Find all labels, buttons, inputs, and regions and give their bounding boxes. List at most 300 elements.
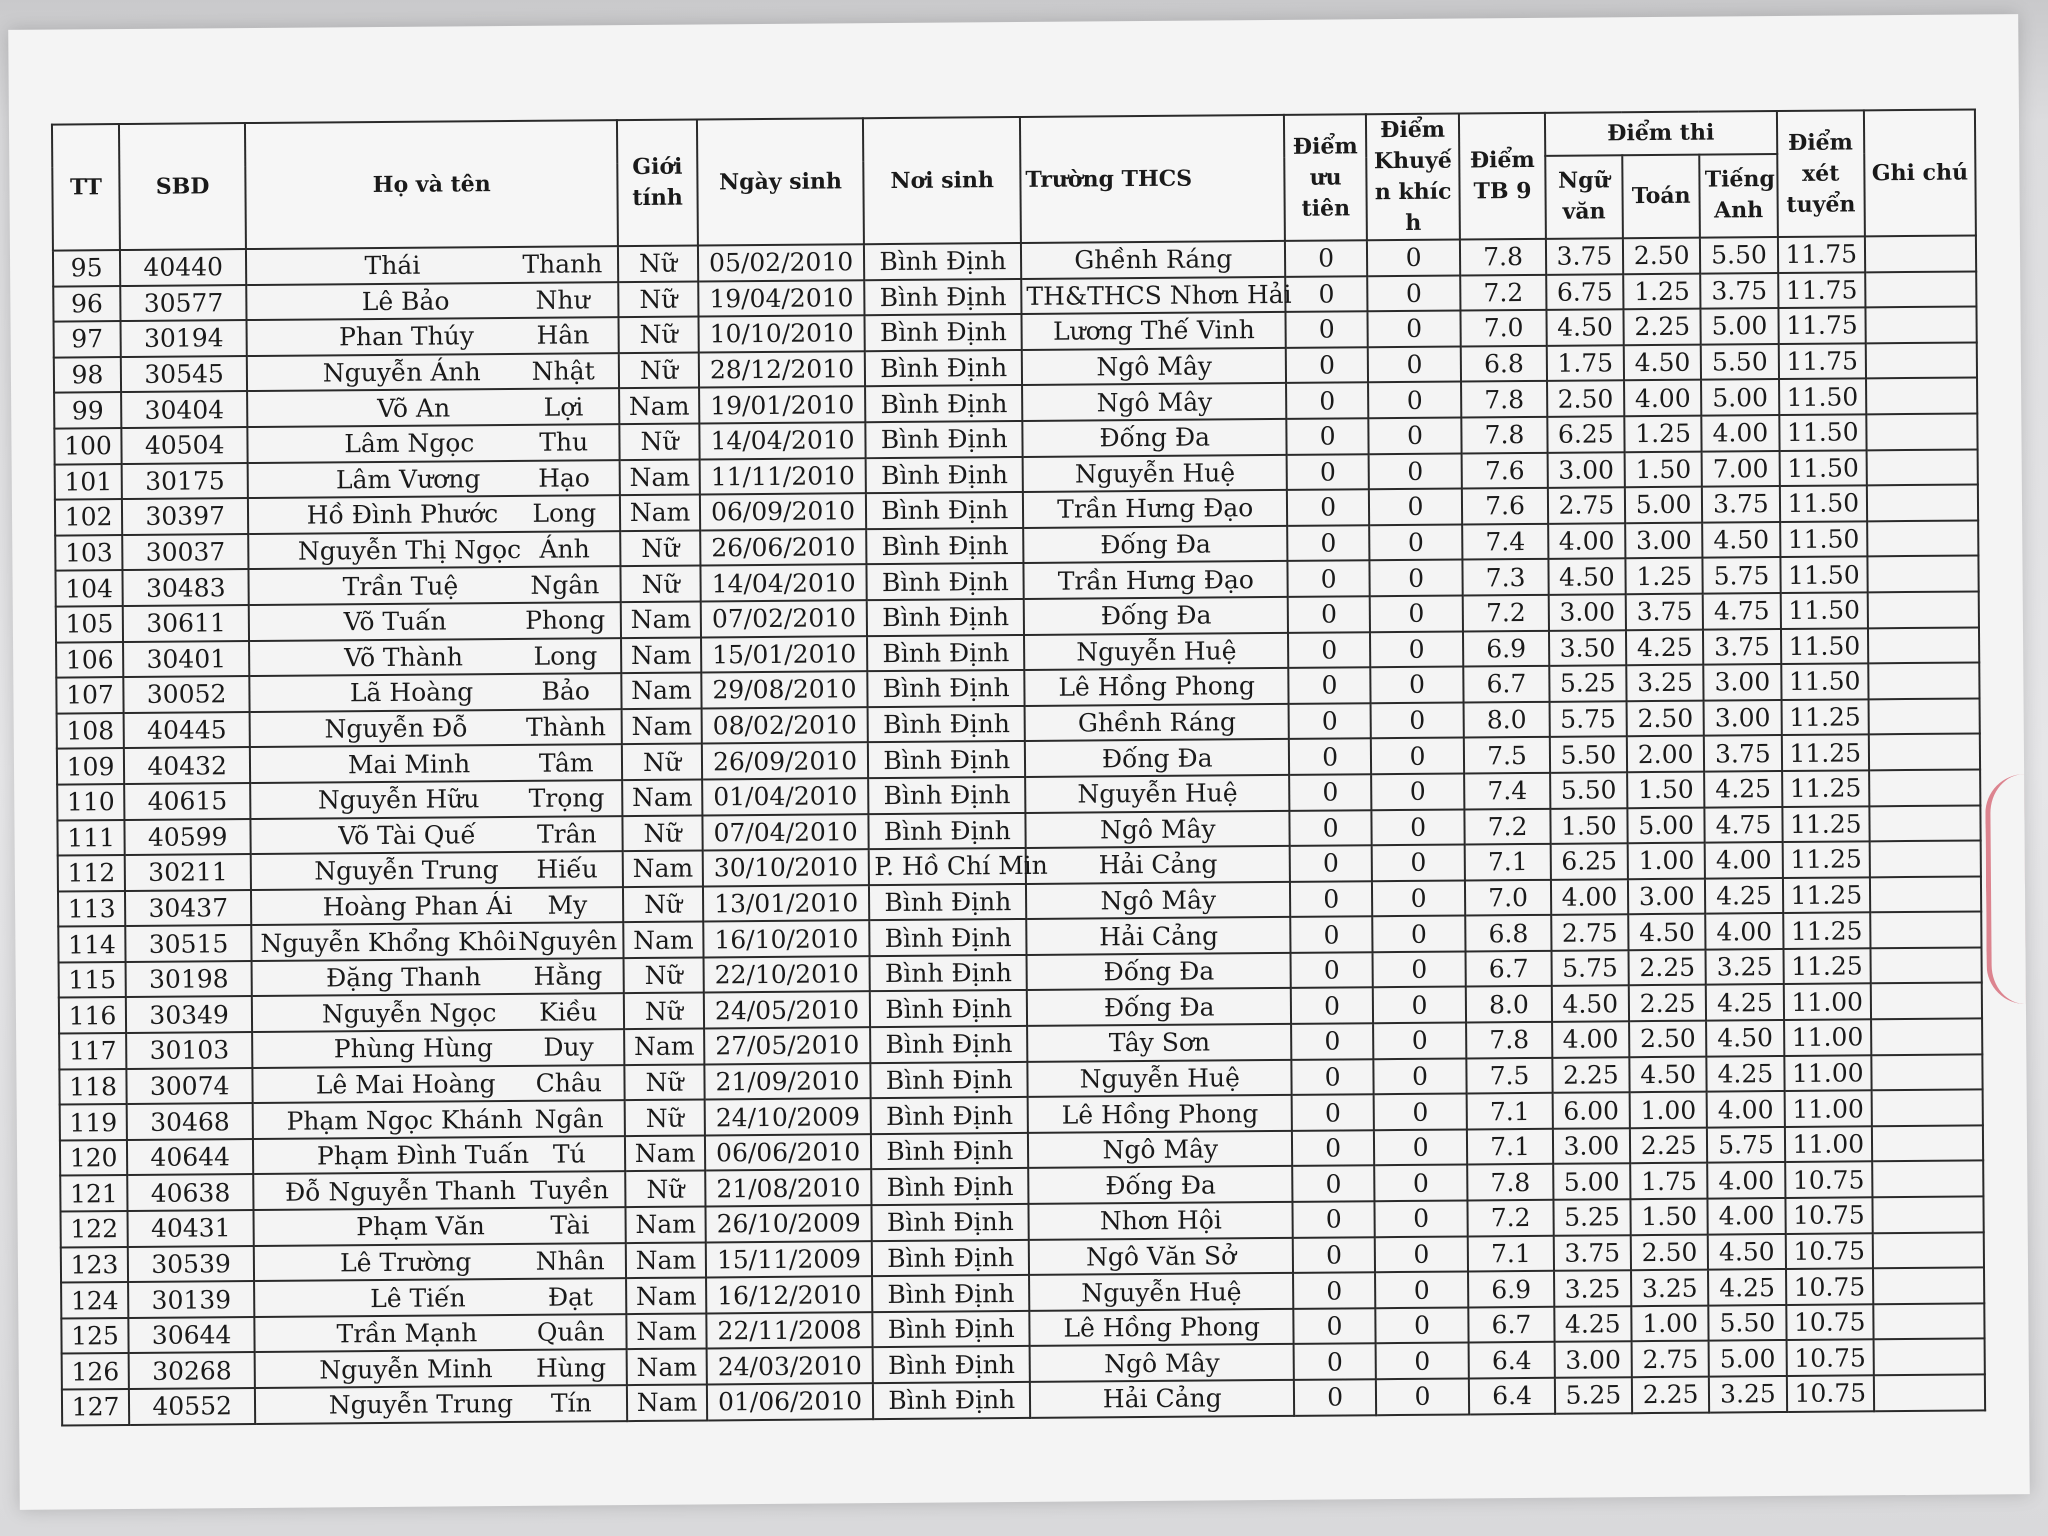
cell-tt: 125 [61, 1318, 128, 1354]
cell-bonus: 0 [1368, 417, 1462, 453]
cell-sbd: 30611 [123, 605, 249, 642]
cell-math: 4.50 [1629, 1056, 1707, 1092]
cell-english: 3.75 [1702, 486, 1780, 522]
cell-literature: 1.75 [1546, 345, 1624, 381]
cell-birthplace: Bình Định [865, 279, 1022, 316]
cell-dob: 07/02/2010 [700, 600, 867, 637]
cell-literature: 4.50 [1546, 309, 1624, 345]
cell-name [247, 317, 619, 356]
cell-math: 4.25 [1626, 629, 1704, 665]
cell-school: Ngô Mây [1025, 810, 1290, 848]
cell-name [252, 994, 624, 1033]
cell-admission: 10.75 [1786, 1340, 1874, 1376]
cell-school: Đống Đa [1024, 597, 1289, 635]
cell-priority: 0 [1288, 525, 1370, 561]
cell-literature: 4.00 [1551, 879, 1629, 915]
cell-priority: 0 [1291, 917, 1373, 953]
cell-priority: 0 [1288, 596, 1370, 632]
cell-english: 4.25 [1705, 878, 1783, 914]
cell-name-last: Nhân [535, 1246, 605, 1276]
cell-tt: 126 [62, 1353, 129, 1389]
cell-math: 3.00 [1625, 522, 1703, 558]
cell-admission: 11.00 [1784, 1019, 1872, 1055]
cell-name [250, 709, 622, 748]
cell-tt: 101 [55, 464, 122, 500]
cell-name-first: Đặng Thanh [325, 962, 482, 993]
cell-school: Đống Đa [1022, 419, 1287, 457]
cell-tt: 97 [54, 321, 121, 357]
cell-english: 5.75 [1703, 557, 1781, 593]
cell-dob: 24/10/2009 [704, 1098, 871, 1135]
cell-dob: 19/04/2010 [698, 280, 865, 317]
cell-name-last: Trọng [528, 783, 605, 814]
cell-birthplace: Bình Định [869, 812, 1026, 849]
cell-avg9: 7.6 [1462, 452, 1548, 488]
cell-english: 4.25 [1706, 984, 1784, 1020]
cell-name-last: Ngân [534, 1103, 604, 1134]
cell-tt: 100 [54, 428, 121, 464]
cell-english: 4.00 [1707, 1162, 1785, 1198]
cell-bonus: 0 [1369, 560, 1463, 596]
cell-avg9: 7.8 [1460, 239, 1546, 275]
cell-birthplace: Bình Định [872, 1168, 1029, 1205]
cell-gender: Nữ [623, 815, 703, 851]
cell-school: Hải Cảng [1026, 846, 1291, 884]
header-avg9: Điểm TB 9 [1459, 113, 1545, 240]
cell-bonus: 0 [1367, 240, 1461, 276]
cell-dob: 26/10/2009 [705, 1205, 872, 1242]
red-stamp-fragment [1985, 774, 2026, 1004]
cell-avg9: 7.2 [1468, 1200, 1554, 1236]
cell-math: 3.75 [1626, 594, 1704, 630]
cell-name-last: Nguyên [518, 925, 618, 956]
cell-gender: Nam [624, 1029, 704, 1065]
cell-note [1868, 663, 1979, 699]
cell-tt: 120 [60, 1140, 127, 1176]
cell-dob: 13/01/2010 [703, 885, 870, 922]
cell-english: 3.25 [1709, 1376, 1787, 1412]
cell-dob: 21/08/2010 [705, 1170, 872, 1207]
cell-admission: 11.25 [1782, 770, 1870, 806]
cell-note [1871, 983, 1982, 1019]
cell-name [249, 638, 621, 677]
cell-name-last: Tâm [538, 747, 594, 778]
cell-bonus: 0 [1367, 311, 1461, 347]
cell-bonus: 0 [1374, 1129, 1468, 1165]
cell-note [1867, 449, 1978, 485]
cell-birthplace: Bình Định [873, 1311, 1030, 1348]
cell-admission: 11.75 [1778, 308, 1866, 344]
cell-avg9: 7.8 [1462, 417, 1548, 453]
cell-admission: 11.50 [1780, 521, 1868, 557]
cell-math: 1.25 [1624, 416, 1702, 452]
cell-sbd: 30545 [121, 356, 247, 393]
cell-sbd: 40432 [124, 747, 250, 784]
cell-sbd: 40440 [120, 249, 246, 286]
cell-birthplace: Bình Định [870, 955, 1027, 992]
cell-name-last: Quân [536, 1317, 605, 1347]
cell-avg9: 6.9 [1463, 630, 1549, 666]
header-priority: Điểm ưu tiên [1284, 114, 1366, 241]
cell-note [1868, 627, 1979, 663]
cell-gender: Nữ [618, 246, 698, 282]
cell-note [1866, 378, 1977, 414]
cell-priority: 0 [1292, 1023, 1374, 1059]
cell-name [250, 673, 622, 712]
cell-note [1873, 1232, 1984, 1268]
cell-gender: Nữ [624, 993, 704, 1029]
cell-priority: 0 [1289, 667, 1371, 703]
cell-bonus: 0 [1368, 382, 1462, 418]
cell-birthplace: Bình Định [869, 777, 1026, 814]
cell-sbd: 40599 [125, 819, 251, 856]
cell-name [246, 246, 618, 285]
cell-tt: 107 [56, 677, 123, 713]
cell-tt: 115 [59, 962, 126, 998]
cell-math: 2.25 [1623, 309, 1701, 345]
cell-english: 4.00 [1706, 913, 1784, 949]
cell-bonus: 0 [1373, 1058, 1467, 1094]
cell-literature: 4.00 [1548, 523, 1626, 559]
cell-name-first: Lê Tiến [370, 1282, 466, 1313]
cell-sbd: 30483 [123, 569, 249, 606]
cell-avg9: 7.1 [1467, 1129, 1553, 1165]
cell-note [1867, 556, 1978, 592]
cell-note [1871, 947, 1982, 983]
header-birthplace: Nơi sinh [863, 117, 1021, 244]
cell-name [253, 1065, 625, 1104]
cell-admission: 11.25 [1783, 913, 1871, 949]
cell-avg9: 7.3 [1463, 559, 1549, 595]
cell-name-last: Long [533, 641, 598, 671]
cell-sbd: 30539 [128, 1246, 254, 1283]
cell-name [255, 1350, 627, 1389]
cell-priority: 0 [1293, 1272, 1375, 1308]
cell-dob: 07/04/2010 [702, 814, 869, 851]
cell-birthplace: Bình Định [868, 741, 1025, 778]
cell-name-last: Bảo [541, 676, 590, 707]
cell-gender: Nữ [621, 566, 701, 602]
cell-literature: 3.25 [1554, 1270, 1632, 1306]
cell-bonus: 0 [1375, 1307, 1469, 1343]
cell-birthplace: Bình Định [873, 1346, 1030, 1383]
cell-gender: Nam [623, 851, 703, 887]
cell-name-last: Thu [539, 427, 589, 458]
cell-tt: 119 [60, 1104, 127, 1140]
cell-dob: 16/10/2010 [703, 920, 870, 957]
cell-english: 4.00 [1707, 1091, 1785, 1127]
cell-name-last: Kiều [539, 997, 598, 1027]
cell-bonus: 0 [1371, 809, 1465, 845]
cell-sbd: 40431 [128, 1210, 254, 1247]
cell-priority: 0 [1290, 810, 1372, 846]
cell-literature: 6.25 [1550, 843, 1628, 879]
cell-bonus: 0 [1373, 1094, 1467, 1130]
cell-admission: 11.50 [1779, 379, 1867, 415]
cell-gender: Nữ [621, 530, 701, 566]
cell-priority: 0 [1285, 240, 1367, 276]
cell-sbd: 30515 [125, 925, 251, 962]
cell-literature: 5.25 [1549, 665, 1627, 701]
cell-school: Ngô Mây [1022, 348, 1287, 386]
cell-admission: 11.50 [1779, 414, 1867, 450]
cell-birthplace: Bình Định [867, 599, 1024, 636]
cell-tt: 96 [53, 286, 120, 322]
cell-name [249, 566, 621, 605]
cell-birthplace: Bình Định [872, 1204, 1029, 1241]
cell-birthplace: Bình Định [867, 634, 1024, 671]
cell-english: 3.75 [1700, 273, 1778, 309]
cell-avg9: 7.4 [1464, 773, 1550, 809]
cell-school: Ngô Mây [1026, 882, 1291, 920]
cell-math: 1.50 [1630, 1199, 1708, 1235]
cell-dob: 14/04/2010 [699, 422, 866, 459]
cell-name-first: Lâm Vương [335, 464, 481, 495]
cell-note [1869, 734, 1980, 770]
cell-dob: 24/05/2010 [704, 992, 871, 1029]
cell-tt: 103 [55, 535, 122, 571]
cell-name [250, 744, 622, 783]
cell-gender: Nam [627, 1313, 707, 1349]
cell-school: Đống Đa [1025, 739, 1290, 777]
cell-admission: 10.75 [1786, 1375, 1874, 1411]
cell-dob: 16/12/2010 [706, 1276, 873, 1313]
cell-note [1870, 912, 1981, 948]
cell-name-first: Võ Tuấn [343, 606, 447, 637]
cell-priority: 0 [1288, 561, 1370, 597]
cell-school: Đống Đa [1027, 953, 1292, 991]
cell-birthplace: Bình Định [865, 314, 1022, 351]
cell-school: Hải Cảng [1030, 1380, 1295, 1418]
cell-note [1870, 841, 1981, 877]
cell-bonus: 0 [1369, 489, 1463, 525]
cell-bonus: 0 [1369, 524, 1463, 560]
cell-admission: 11.25 [1783, 948, 1871, 984]
cell-bonus: 0 [1370, 667, 1464, 703]
cell-birthplace: Bình Định [868, 706, 1025, 743]
cell-birthplace: Bình Định [870, 919, 1027, 956]
cell-school: Trần Hưng Đạo [1024, 561, 1289, 599]
cell-tt: 111 [57, 820, 124, 856]
cell-bonus: 0 [1374, 1165, 1468, 1201]
cell-gender: Nam [621, 637, 701, 673]
cell-birthplace: Bình Định [869, 884, 1026, 921]
cell-priority: 0 [1288, 632, 1370, 668]
cell-name-first: Phạm Văn [356, 1211, 485, 1242]
cell-name [250, 780, 622, 819]
cell-name [253, 1136, 625, 1175]
cell-avg9: 6.7 [1464, 666, 1550, 702]
cell-admission: 11.50 [1779, 485, 1867, 521]
cell-avg9: 7.2 [1465, 808, 1551, 844]
cell-admission: 11.50 [1780, 557, 1868, 593]
cell-school: Nguyễn Huệ [1023, 454, 1288, 492]
cell-name-last: Nhật [531, 356, 595, 386]
cell-math: 2.25 [1630, 1127, 1708, 1163]
cell-birthplace: Bình Định [871, 1133, 1028, 1170]
cell-admission: 11.25 [1781, 735, 1869, 771]
cell-priority: 0 [1287, 454, 1369, 490]
cell-school: Lương Thế Vinh [1022, 312, 1287, 350]
cell-name [252, 1029, 624, 1068]
header-bonus: Điểm Khuyến khích [1366, 114, 1461, 241]
cell-priority: 0 [1292, 1094, 1374, 1130]
cell-english: 4.00 [1702, 415, 1780, 451]
cell-tt: 109 [57, 748, 124, 784]
cell-priority: 0 [1293, 1237, 1375, 1273]
header-tt: TT [52, 124, 120, 251]
cell-school: Ngô Mây [1028, 1131, 1293, 1169]
cell-bonus: 0 [1376, 1378, 1470, 1414]
cell-priority: 0 [1290, 774, 1372, 810]
cell-priority: 0 [1286, 276, 1368, 312]
cell-dob: 22/11/2008 [706, 1312, 873, 1349]
cell-bonus: 0 [1371, 738, 1465, 774]
cell-name-last: Hằng [533, 961, 603, 991]
cell-name-last: Tú [552, 1139, 586, 1169]
header-name: Họ và tên [245, 120, 618, 249]
cell-birthplace: Bình Định [873, 1382, 1030, 1419]
cell-math: 2.50 [1629, 1021, 1707, 1057]
cell-bonus: 0 [1368, 453, 1462, 489]
cell-math: 1.25 [1625, 558, 1703, 594]
cell-sbd: 40445 [124, 712, 250, 749]
document-sheet [8, 14, 2030, 1510]
cell-admission: 10.75 [1786, 1269, 1874, 1305]
cell-name-first: Phạm Ngọc Khánh [286, 1104, 523, 1136]
cell-gender: Nữ [626, 1171, 706, 1207]
cell-gender: Nam [626, 1207, 706, 1243]
cell-birthplace: Bình Định [872, 1240, 1029, 1277]
cell-dob: 06/09/2010 [700, 493, 867, 530]
cell-name-last: Châu [535, 1068, 603, 1098]
cell-literature: 4.50 [1548, 559, 1626, 595]
cell-admission: 11.00 [1784, 1055, 1872, 1091]
cell-english: 3.75 [1704, 735, 1782, 771]
cell-priority: 0 [1286, 347, 1368, 383]
cell-math: 1.00 [1631, 1305, 1709, 1341]
cell-math: 1.75 [1630, 1163, 1708, 1199]
table-body [53, 235, 1985, 1425]
cell-english: 4.50 [1708, 1234, 1786, 1270]
cell-name [247, 389, 619, 428]
cell-tt: 105 [56, 606, 123, 642]
table-header [52, 109, 1976, 250]
cell-priority: 0 [1294, 1308, 1376, 1344]
cell-bonus: 0 [1375, 1236, 1469, 1272]
cell-tt: 121 [60, 1175, 127, 1211]
cell-avg9: 7.8 [1461, 381, 1547, 417]
cell-dob: 15/11/2009 [705, 1241, 872, 1278]
cell-name-first: Nguyễn Đỗ [324, 713, 468, 744]
cell-name-first: Phùng Hùng [333, 1033, 494, 1064]
cell-birthplace: Bình Định [865, 350, 1022, 387]
cell-name-first: Võ Thành [344, 642, 463, 673]
cell-math: 1.00 [1630, 1092, 1708, 1128]
cell-avg9: 7.4 [1462, 524, 1548, 560]
cell-admission: 11.75 [1777, 236, 1865, 272]
cell-name [251, 816, 623, 855]
cell-school: Nhơn Hội [1029, 1202, 1294, 1240]
cell-avg9: 7.6 [1462, 488, 1548, 524]
cell-name-first: Nguyễn Khổng Khôi [260, 926, 517, 958]
cell-note [1870, 876, 1981, 912]
cell-avg9: 7.0 [1461, 310, 1547, 346]
cell-name-first: Võ An [377, 393, 451, 423]
cell-name-last: Hạo [538, 463, 591, 493]
cell-literature: 4.25 [1554, 1306, 1632, 1342]
cell-school: Ngô Mây [1030, 1344, 1295, 1382]
cell-admission: 11.00 [1784, 1091, 1872, 1127]
cell-literature: 5.75 [1551, 950, 1629, 986]
cell-english: 4.25 [1704, 771, 1782, 807]
cell-gender: Nam [621, 601, 701, 637]
cell-name-first: Lã Hoàng [349, 677, 474, 708]
cell-gender: Nữ [619, 352, 699, 388]
cell-english: 4.50 [1702, 522, 1780, 558]
cell-bonus: 0 [1368, 346, 1462, 382]
cell-school: Nguyễn Huệ [1024, 632, 1289, 670]
cell-name-first: Thái [364, 250, 421, 281]
cell-admission: 11.25 [1782, 841, 1870, 877]
cell-tt: 116 [59, 997, 126, 1033]
cell-name-first: Lê Bảo [361, 286, 450, 317]
cell-literature: 3.00 [1554, 1342, 1632, 1378]
cell-english: 4.75 [1703, 593, 1781, 629]
cell-gender: Nam [620, 495, 700, 531]
cell-math: 2.75 [1632, 1341, 1710, 1377]
cell-note [1866, 307, 1977, 343]
cell-priority: 0 [1292, 1130, 1374, 1166]
cell-gender: Nữ [625, 1064, 705, 1100]
cell-note [1866, 413, 1977, 449]
cell-name [253, 1172, 625, 1211]
cell-dob: 21/09/2010 [704, 1063, 871, 1100]
cell-dob: 27/05/2010 [704, 1027, 871, 1064]
cell-sbd: 30644 [128, 1317, 254, 1354]
cell-english: 4.75 [1705, 807, 1783, 843]
cell-note [1867, 485, 1978, 521]
cell-math: 4.50 [1628, 914, 1706, 950]
cell-english: 4.25 [1708, 1269, 1786, 1305]
cell-gender: Nam [626, 1242, 706, 1278]
cell-name [249, 602, 621, 641]
cell-name-last: Đạt [547, 1281, 594, 1312]
cell-sbd: 30103 [126, 1032, 252, 1069]
cell-gender: Nữ [619, 281, 699, 317]
cell-math: 2.50 [1627, 700, 1705, 736]
cell-name [253, 1100, 625, 1139]
cell-avg9: 7.0 [1465, 880, 1551, 916]
cell-gender: Nam [620, 459, 700, 495]
cell-avg9: 6.4 [1469, 1378, 1555, 1414]
cell-name-last: Như [535, 285, 590, 315]
cell-sbd: 30437 [125, 890, 251, 927]
cell-literature: 5.50 [1550, 737, 1628, 773]
cell-literature: 5.75 [1549, 701, 1627, 737]
header-english: Tiếng Anh [1700, 154, 1778, 238]
cell-tt: 106 [56, 642, 123, 678]
cell-school: TH&THCS Nhơn Hải [1021, 276, 1286, 314]
cell-name-first: Nguyễn Hữu [317, 784, 480, 815]
cell-avg9: 7.8 [1466, 1022, 1552, 1058]
cell-bonus: 0 [1375, 1272, 1469, 1308]
cell-english: 4.00 [1705, 842, 1783, 878]
cell-gender: Nam [627, 1384, 707, 1420]
cell-note [1873, 1268, 1984, 1304]
cell-english: 5.50 [1700, 237, 1778, 273]
cell-dob: 08/02/2010 [701, 707, 868, 744]
